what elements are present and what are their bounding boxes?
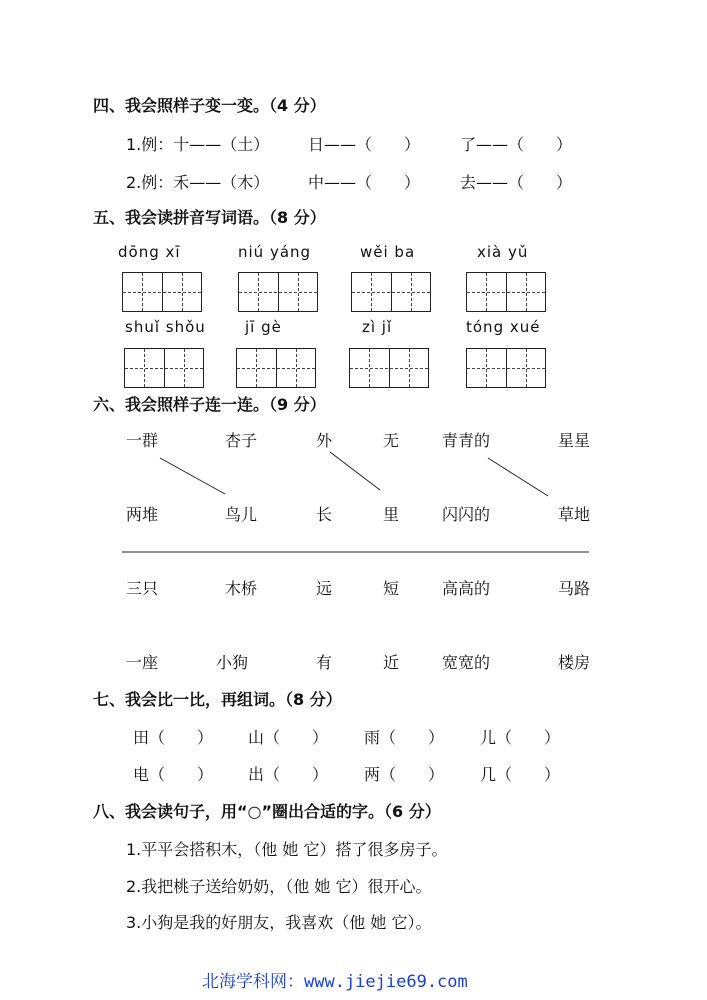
- match-word[interactable]: 一群: [126, 431, 159, 450]
- match-word[interactable]: 外: [316, 431, 333, 450]
- match-word[interactable]: 远: [316, 579, 333, 598]
- pinyin-ziji: zì jǐ: [362, 318, 393, 336]
- match-word[interactable]: 短: [383, 579, 400, 598]
- match-word[interactable]: 楼房: [558, 653, 591, 672]
- section-6-heading: 六、我会照样子连一连。（9 分）: [93, 395, 326, 414]
- match-word[interactable]: 一座: [126, 653, 159, 672]
- match-word[interactable]: 星星: [558, 431, 591, 450]
- match-word[interactable]: 有: [316, 653, 333, 672]
- pinyin-tongxue: tóng xué: [466, 318, 541, 336]
- pinyin-dongxi: dōng xī: [118, 243, 181, 261]
- compare-item: 儿（ ）: [480, 728, 561, 747]
- pinyin-shuishou: shuǐ shǒu: [125, 318, 206, 336]
- compare-item: 两（ ）: [364, 765, 445, 784]
- sec4-row2-item-b: 去——（ ）: [460, 173, 573, 192]
- compare-item: 山（ ）: [248, 728, 329, 747]
- example-line-1: [160, 458, 225, 494]
- section-4-heading: 四、我会照样子变一变。（4 分）: [93, 96, 326, 115]
- sentence-3: 3.小狗是我的好朋友，我喜欢（他 她 它）。: [126, 913, 432, 932]
- match-word[interactable]: 鸟儿: [225, 505, 258, 524]
- section-5-heading: 五、我会读拼音写词语。（8 分）: [93, 208, 326, 227]
- sec4-row2-item-a: 中——（ ）: [308, 173, 421, 192]
- example-line-3: [488, 458, 548, 496]
- pinyin-niuyang: niú yáng: [238, 243, 312, 261]
- match-word[interactable]: 马路: [558, 579, 591, 598]
- match-word[interactable]: 青青的: [442, 431, 491, 450]
- match-word[interactable]: 高高的: [442, 579, 491, 598]
- sec4-row1-example: 1.例：十——（土）: [126, 135, 270, 154]
- pinyin-weiba: wěi ba: [360, 243, 416, 261]
- match-word[interactable]: 木桥: [225, 579, 258, 598]
- section-8-heading: 八、我会读句子，用“○”圈出合适的字。（6 分）: [93, 802, 441, 821]
- sec4-row2-example: 2.例：禾——（木）: [126, 173, 270, 192]
- sec4-row1-item-a: 日——（ ）: [308, 135, 421, 154]
- match-word[interactable]: 闪闪的: [442, 505, 491, 524]
- compare-item: 电（ ）: [133, 765, 214, 784]
- match-word[interactable]: 草地: [558, 505, 591, 524]
- footer-watermark[interactable]: 北海学科网：www.jiejie69.com: [202, 972, 468, 992]
- match-word[interactable]: 杏子: [225, 431, 258, 450]
- example-line-2: [330, 452, 380, 490]
- section-7-heading: 七、我会比一比，再组词。（8 分）: [93, 690, 342, 709]
- sentence-2: 2.我把桃子送给奶奶，（他 她 它）很开心。: [126, 877, 432, 896]
- pinyin-jige: jī gè: [245, 318, 282, 336]
- match-word[interactable]: 三只: [126, 579, 159, 598]
- pinyin-xiayu: xià yǔ: [477, 243, 529, 261]
- sentence-1: 1.平平会搭积木，（他 她 它）搭了很多房子。: [126, 840, 448, 859]
- match-word[interactable]: 长: [316, 505, 333, 524]
- match-word[interactable]: 无: [383, 431, 400, 450]
- compare-item: 出（ ）: [248, 765, 329, 784]
- match-word[interactable]: 小狗: [216, 653, 249, 672]
- compare-item: 雨（ ）: [364, 728, 445, 747]
- sec4-row1-item-b: 了——（ ）: [460, 135, 573, 154]
- match-word[interactable]: 宽宽的: [442, 653, 491, 672]
- compare-item: 几（ ）: [480, 765, 561, 784]
- match-word[interactable]: 近: [383, 653, 400, 672]
- match-word[interactable]: 两堆: [126, 505, 159, 524]
- match-word[interactable]: 里: [383, 505, 400, 524]
- compare-item: 田（ ）: [133, 728, 214, 747]
